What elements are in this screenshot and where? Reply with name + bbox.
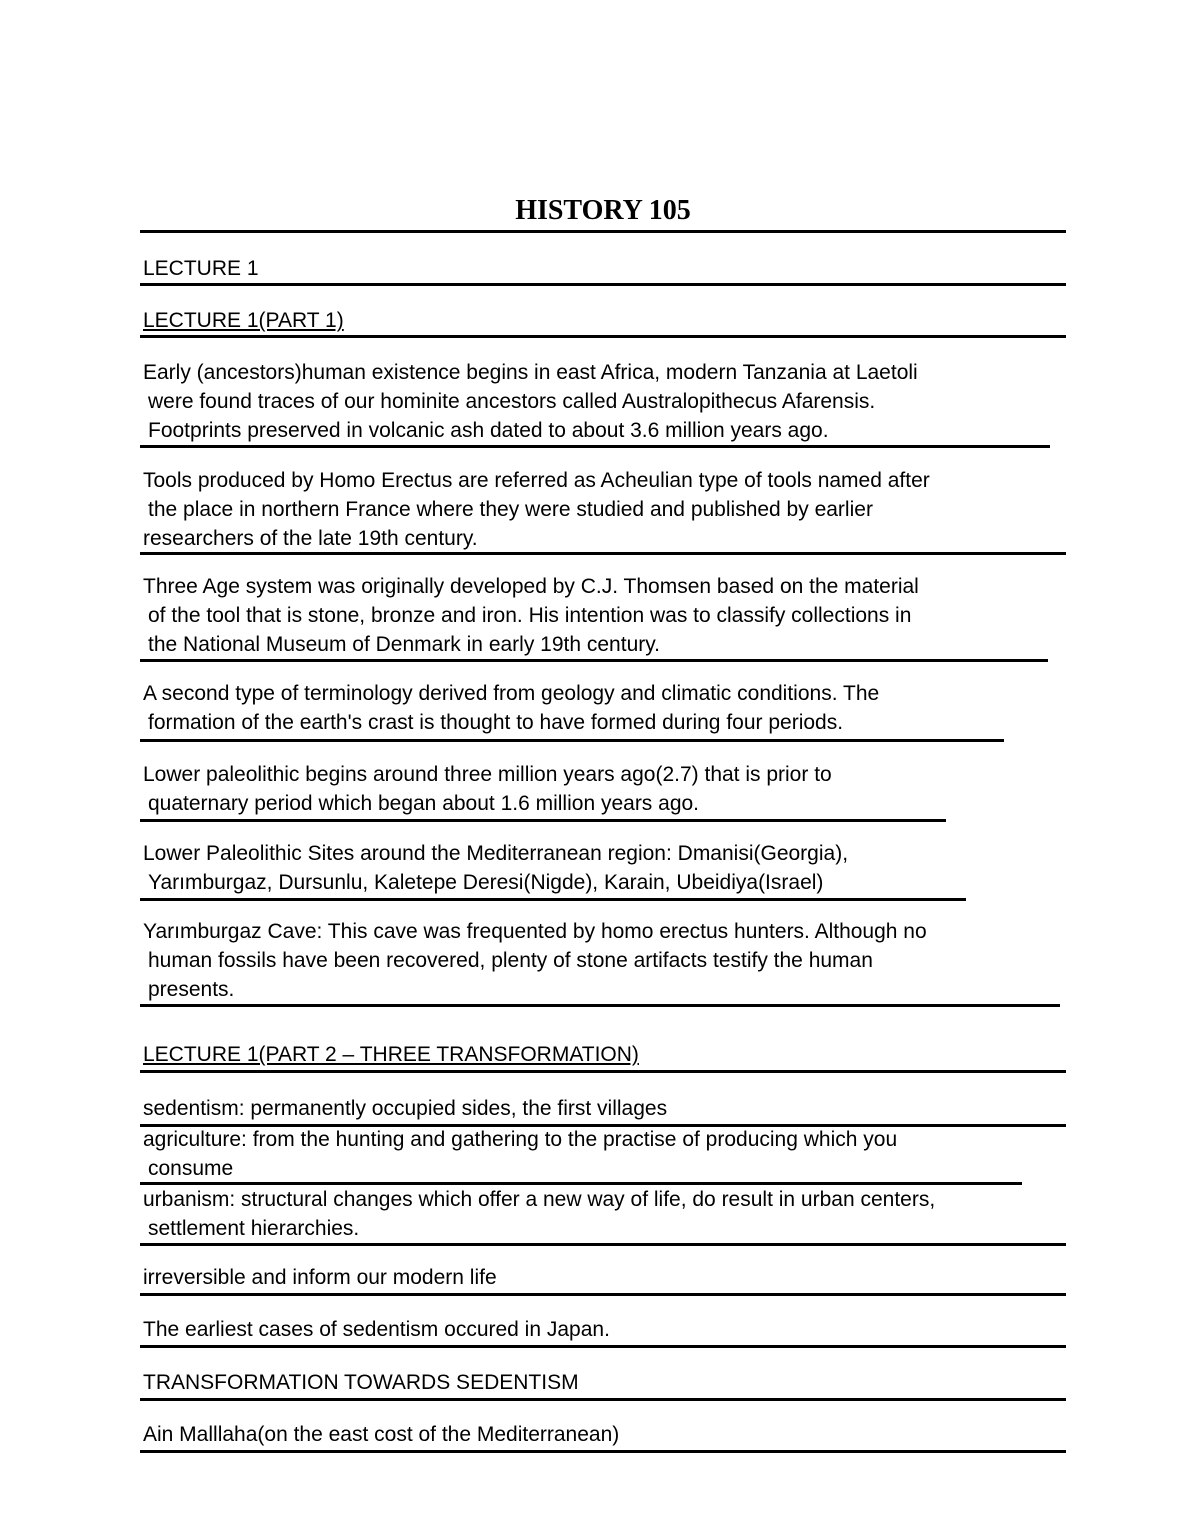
note-row [140, 1263, 1066, 1296]
paragraph-line: Early (ancestors)human existence begins in east Africa, modern Tanzania at Laetoli [143, 361, 918, 384]
transformation-line: agriculture: from the hunting and gathering to the practise of producing which you [143, 1128, 898, 1151]
part2-heading: LECTURE 1(PART 2 – THREE TRANSFORMATION) [143, 1043, 639, 1066]
paragraph-block [140, 917, 1060, 1007]
paragraph-line: the National Museum of Denmark in early 19th century. [148, 633, 661, 656]
paragraph-line: human fossils have been recovered, plenty of stone artifacts testify the human [148, 949, 873, 972]
paragraph-line: researchers of the late 19th century. [143, 527, 478, 550]
transformation-line: sedentism: permanently occupied sides, the first villages [143, 1097, 668, 1120]
document-title: HISTORY 105 [515, 195, 691, 226]
part1-heading-row [140, 306, 1066, 338]
note-line: The earliest cases of sedentism occured in Japan. [143, 1318, 610, 1341]
paragraph-block [140, 466, 1066, 555]
note-line: irreversible and inform our modern life [143, 1266, 497, 1289]
paragraph-block [140, 839, 966, 901]
transformation-row [140, 1185, 1066, 1246]
paragraph-block [140, 760, 946, 822]
paragraph-line: were found traces of our hominite ancestors called Australopithecus Afarensis. [148, 390, 876, 413]
paragraph-line: Lower Paleolithic Sites around the Mediterranean region: Dmanisi(Georgia), [143, 842, 849, 865]
note-line: TRANSFORMATION TOWARDS SEDENTISM [143, 1371, 579, 1394]
transformation-line: consume [148, 1157, 234, 1180]
paragraph-line: presents. [148, 978, 235, 1001]
paragraph-line: Lower paleolithic begins around three million years ago(2.7) that is prior to [143, 763, 832, 786]
transformation-line: urbanism: structural changes which offer a new way of life, do result in urban centers, [143, 1188, 936, 1211]
paragraph-line: Tools produced by Homo Erectus are referred as Acheulian type of tools named after [143, 469, 930, 492]
paragraph-line: A second type of terminology derived from geology and climatic conditions. The [143, 682, 880, 705]
lecture-heading: LECTURE 1 [143, 257, 259, 280]
part1-heading: LECTURE 1(PART 1) [143, 309, 344, 332]
paragraph-line: quaternary period which began about 1.6 million years ago. [148, 792, 700, 815]
paragraph-line: Footprints preserved in volcanic ash dated to about 3.6 million years ago. [148, 419, 829, 442]
paragraph-line: Yarımburgaz, Dursunlu, Kaletepe Deresi(Nigde), Karain, Ubeidiya(Israel) [148, 871, 824, 894]
paragraph-line: of the tool that is stone, bronze and iron. His intention was to classify collections in [148, 604, 912, 627]
transformation-row [140, 1094, 1066, 1127]
note-row [140, 1368, 1066, 1401]
part2-heading-row [140, 1040, 1066, 1073]
lecture-heading-row [140, 254, 1066, 286]
transformation-row [140, 1125, 1022, 1185]
transformation-line: settlement hierarchies. [148, 1217, 360, 1240]
note-row [140, 1420, 1066, 1453]
paragraph-line: Yarımburgaz Cave: This cave was frequented by homo erectus hunters. Although no [143, 920, 927, 943]
document-title-row [140, 194, 1066, 233]
note-row [140, 1315, 1066, 1348]
note-line: Ain Malllaha(on the east cost of the Mediterranean) [143, 1423, 620, 1446]
paragraph-line: the place in northern France where they were studied and published by earlier [148, 498, 873, 521]
paragraph-line: formation of the earth's crast is thought to have formed during four periods. [148, 711, 844, 734]
paragraph-block [140, 572, 1048, 662]
paragraph-line: Three Age system was originally developed by C.J. Thomsen based on the material [143, 575, 919, 598]
paragraph-block [140, 358, 1050, 448]
paragraph-block [140, 679, 1004, 742]
